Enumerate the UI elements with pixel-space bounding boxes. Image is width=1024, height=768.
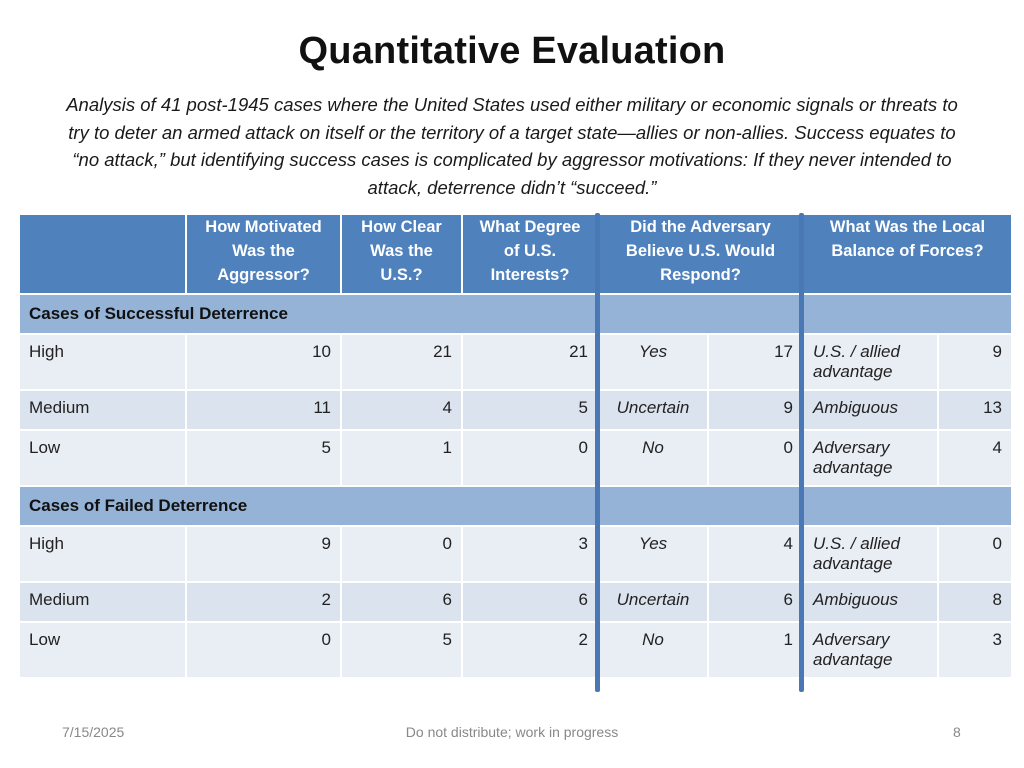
slide-title: Quantitative Evaluation bbox=[298, 30, 726, 72]
cell-clear: 6 bbox=[341, 582, 462, 622]
cell-believe-count: 4 bbox=[708, 526, 803, 582]
cell-motivated: 9 bbox=[186, 526, 341, 582]
cell-believe-count: 6 bbox=[708, 582, 803, 622]
row-level: Medium bbox=[19, 390, 186, 430]
section-row-successful bbox=[19, 294, 1012, 334]
row-level: Low bbox=[19, 430, 186, 486]
header-motivated: How Motivated Was the Aggressor? bbox=[186, 214, 341, 294]
cell-believe: Yes bbox=[598, 334, 708, 390]
header-blank bbox=[19, 214, 186, 294]
cell-motivated: 0 bbox=[186, 622, 341, 678]
cell-clear: 5 bbox=[341, 622, 462, 678]
evaluation-table bbox=[18, 213, 1013, 679]
cell-clear: 21 bbox=[341, 334, 462, 390]
cell-balance-count: 0 bbox=[938, 526, 1012, 582]
header-clear: How Clear Was the U.S.? bbox=[341, 214, 462, 294]
footer-note: Do not distribute; work in progress bbox=[405, 724, 619, 740]
cell-motivated: 11 bbox=[186, 390, 341, 430]
footer-date: 7/15/2025 bbox=[62, 724, 125, 740]
row-level: High bbox=[19, 334, 186, 390]
section-fill bbox=[803, 486, 1012, 526]
cell-clear: 1 bbox=[341, 430, 462, 486]
cell-believe-count: 1 bbox=[708, 622, 803, 678]
section-label: Cases of Successful Deterrence bbox=[19, 294, 598, 334]
cell-balance: Adversary advantage bbox=[803, 430, 938, 486]
cell-interests: 0 bbox=[462, 430, 598, 486]
cell-balance-count: 8 bbox=[938, 582, 1012, 622]
section-fill bbox=[803, 294, 1012, 334]
cell-balance-count: 9 bbox=[938, 334, 1012, 390]
cell-believe: Uncertain bbox=[598, 390, 708, 430]
section-label: Cases of Failed Deterrence bbox=[19, 486, 598, 526]
cell-balance: U.S. / allied advantage bbox=[803, 334, 938, 390]
header-balance: What Was the Local Balance of Forces? bbox=[803, 214, 1012, 294]
cell-interests: 5 bbox=[462, 390, 598, 430]
cell-balance: Ambiguous bbox=[803, 582, 938, 622]
table-row bbox=[19, 334, 1012, 390]
header-interests: What Degree of U.S. Interests? bbox=[462, 214, 598, 294]
cell-balance-count: 3 bbox=[938, 622, 1012, 678]
table-row bbox=[19, 526, 1012, 582]
cell-believe: No bbox=[598, 622, 708, 678]
cell-balance: Ambiguous bbox=[803, 390, 938, 430]
section-row-failed bbox=[19, 486, 1012, 526]
cell-interests: 3 bbox=[462, 526, 598, 582]
table-row bbox=[19, 390, 1012, 430]
table-row bbox=[19, 622, 1012, 678]
table-row bbox=[19, 582, 1012, 622]
cell-believe: Yes bbox=[598, 526, 708, 582]
header-believe: Did the Adversary Believe U.S. Would Respond? bbox=[598, 214, 803, 294]
row-level: Medium bbox=[19, 582, 186, 622]
row-level: High bbox=[19, 526, 186, 582]
cell-balance: Adversary advantage bbox=[803, 622, 938, 678]
row-level: Low bbox=[19, 622, 186, 678]
cell-clear: 0 bbox=[341, 526, 462, 582]
table-header-row bbox=[19, 214, 1012, 294]
cell-interests: 2 bbox=[462, 622, 598, 678]
cell-believe-count: 0 bbox=[708, 430, 803, 486]
cell-motivated: 2 bbox=[186, 582, 341, 622]
cell-motivated: 10 bbox=[186, 334, 341, 390]
divider-line-balance bbox=[799, 213, 804, 692]
footer-page-number: 8 bbox=[953, 724, 961, 740]
cell-interests: 21 bbox=[462, 334, 598, 390]
cell-balance-count: 4 bbox=[938, 430, 1012, 486]
cell-believe-count: 9 bbox=[708, 390, 803, 430]
cell-clear: 4 bbox=[341, 390, 462, 430]
section-fill bbox=[598, 486, 803, 526]
cell-interests: 6 bbox=[462, 582, 598, 622]
cell-motivated: 5 bbox=[186, 430, 341, 486]
divider-line-believe bbox=[595, 213, 600, 692]
cell-believe: No bbox=[598, 430, 708, 486]
cell-believe-count: 17 bbox=[708, 334, 803, 390]
section-fill bbox=[598, 294, 803, 334]
cell-balance: U.S. / allied advantage bbox=[803, 526, 938, 582]
cell-balance-count: 13 bbox=[938, 390, 1012, 430]
cell-believe: Uncertain bbox=[598, 582, 708, 622]
table-row bbox=[19, 430, 1012, 486]
slide-subtitle: Analysis of 41 post-1945 cases where the United States used either military or economic signals or threats to try to deter an armed attack on itself or the territory of a target state—allies or non-allies. Success equates to “no attack,” but identifying success cases is complicated by aggressor motivations: If they never intended to attack, deterrence didn’t “succeed.” bbox=[66, 94, 958, 198]
